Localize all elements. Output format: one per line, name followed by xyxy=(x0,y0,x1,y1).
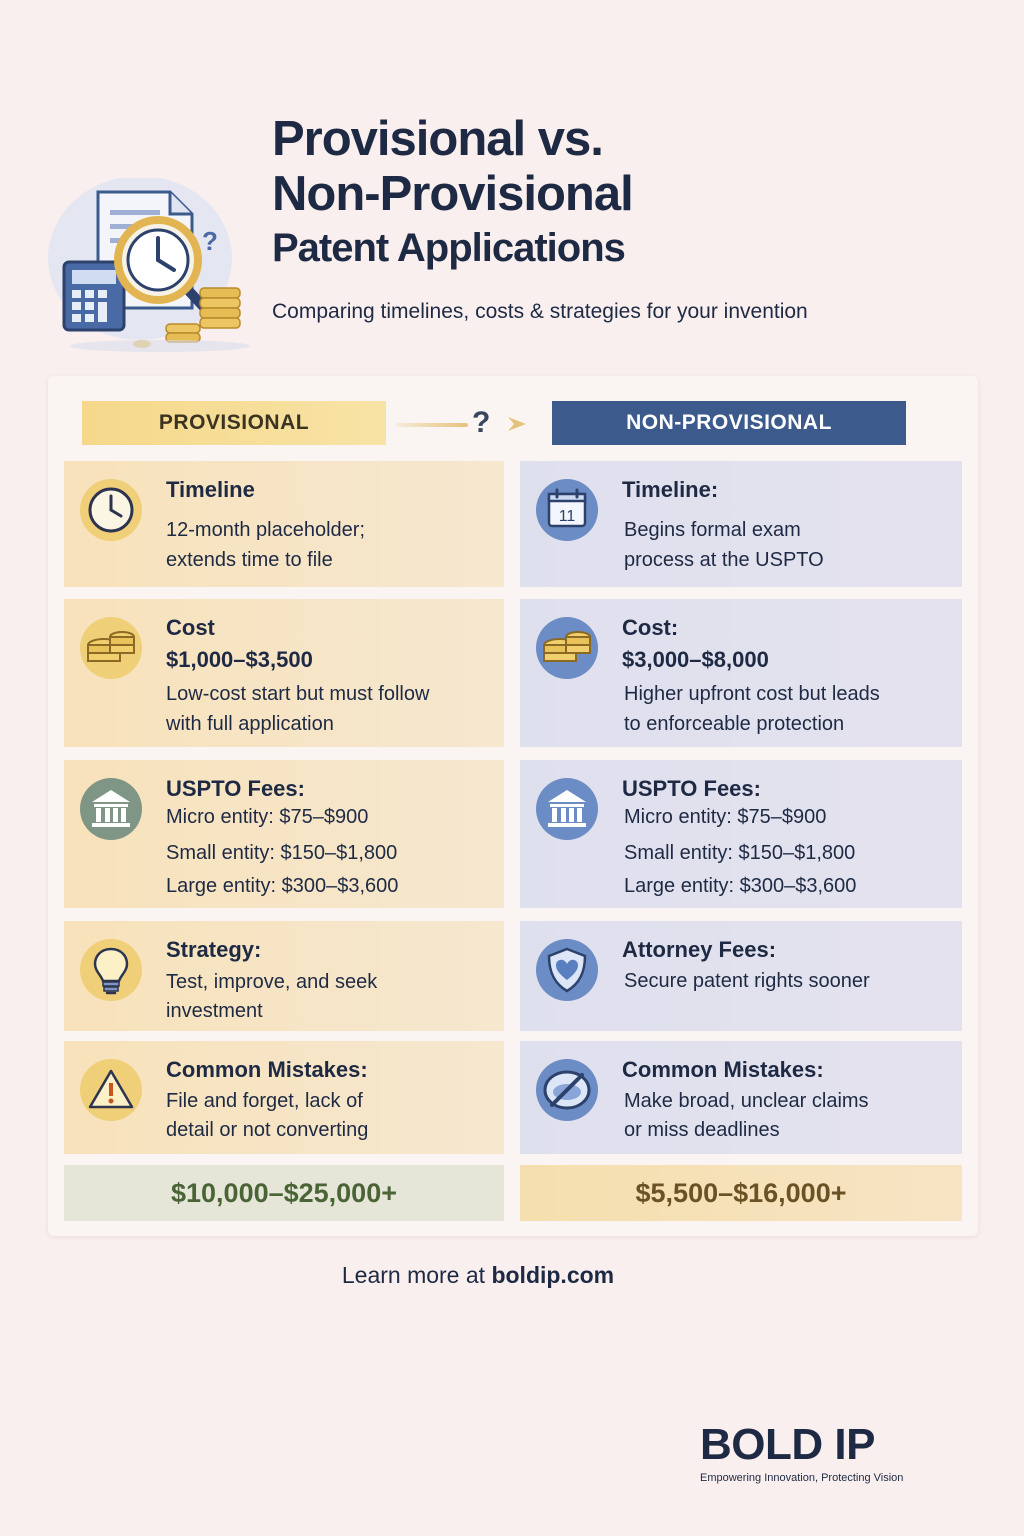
card-text: Low-cost start but must follow xyxy=(166,683,430,705)
calendar-day: 11 xyxy=(558,508,576,525)
card-text: process at the USPTO xyxy=(624,549,824,571)
card-text: 12-month placeholder; xyxy=(166,519,366,541)
warning-icon xyxy=(78,1057,144,1123)
fee-large: Large entity: $300–$3,600 xyxy=(166,875,399,897)
card-title: Cost: xyxy=(622,615,679,640)
arrow-right-icon xyxy=(506,414,528,434)
provisional-strategy-card xyxy=(64,921,504,1031)
non-provisional-fees-card xyxy=(520,760,962,908)
brand-logo xyxy=(700,1420,940,1484)
learn-more-prefix: Learn more at xyxy=(341,1262,486,1288)
coins-icon xyxy=(78,615,144,681)
provisional-total: $10,000–$25,000+ xyxy=(64,1165,504,1221)
title-line-1: Provisional vs. xyxy=(272,112,603,166)
non-provisional-cost-card xyxy=(520,599,962,747)
hero-illustration xyxy=(40,178,265,358)
card-title: Timeline xyxy=(166,477,255,502)
card-title: Common Mistakes: xyxy=(622,1057,824,1082)
card-text: Secure patent rights sooner xyxy=(624,970,870,992)
svg-text:?: ? xyxy=(202,226,218,256)
card-title: Attorney Fees: xyxy=(622,937,777,962)
provisional-fees-card xyxy=(64,760,504,908)
card-title: Cost xyxy=(166,615,215,640)
header-connector xyxy=(392,404,542,444)
card-title: USPTO Fees: xyxy=(166,776,305,801)
card-title: Strategy: xyxy=(166,937,262,962)
non-provisional-attorney-card xyxy=(520,921,962,1031)
fee-micro: Micro entity: $75–$900 xyxy=(166,806,369,828)
card-text: Higher upfront cost but leads xyxy=(624,683,880,705)
lightbulb-icon xyxy=(78,937,144,1003)
fee-large: Large entity: $300–$3,600 xyxy=(624,875,857,897)
card-title: Common Mistakes: xyxy=(166,1057,368,1082)
provisional-mistakes-card xyxy=(64,1041,504,1154)
subtitle: Comparing timelines, costs & strategies for your invention xyxy=(272,300,808,323)
cost-amount: $1,000–$3,500 xyxy=(166,647,313,672)
card-text: Test, improve, and seek xyxy=(166,971,378,993)
provisional-header: PROVISIONAL xyxy=(82,401,386,445)
coins-icon xyxy=(534,615,600,681)
fee-small: Small entity: $150–$1,800 xyxy=(624,842,856,864)
non-provisional-total: $5,500–$16,000+ xyxy=(520,1165,962,1221)
question-mark: ? xyxy=(472,406,491,439)
card-text: Begins formal exam xyxy=(624,519,801,541)
card-title: Timeline: xyxy=(622,477,719,502)
card-text: with full application xyxy=(166,713,334,735)
card-text: to enforceable protection xyxy=(624,713,845,735)
provisional-timeline-card xyxy=(64,461,504,587)
page-title xyxy=(272,112,992,271)
fee-micro: Micro entity: $75–$900 xyxy=(624,806,827,828)
bank-icon xyxy=(78,776,144,842)
calendar-icon xyxy=(534,477,600,543)
card-text: investment xyxy=(166,1000,263,1022)
provisional-cost-card xyxy=(64,599,504,747)
clock-icon xyxy=(78,477,144,543)
card-title: USPTO Fees: xyxy=(622,776,761,801)
calculator-icon xyxy=(64,262,124,330)
title-line-2: Non-Provisional xyxy=(272,166,633,221)
card-text: extends time to file xyxy=(166,549,333,571)
card-text: detail or not converting xyxy=(166,1119,369,1141)
learn-more-text xyxy=(0,1262,956,1289)
non-provisional-timeline-card xyxy=(520,461,962,587)
fee-small: Small entity: $150–$1,800 xyxy=(166,842,398,864)
prohibited-icon xyxy=(534,1057,600,1123)
card-text: or miss deadlines xyxy=(624,1119,780,1141)
website-link[interactable]: boldip.com xyxy=(491,1262,615,1288)
cost-amount: $3,000–$8,000 xyxy=(622,647,769,672)
non-provisional-mistakes-card xyxy=(520,1041,962,1154)
shield-heart-icon xyxy=(534,937,600,1003)
card-text: Make broad, unclear claims xyxy=(624,1090,869,1112)
non-provisional-header: NON-PROVISIONAL xyxy=(552,401,906,445)
card-text: File and forget, lack of xyxy=(166,1090,363,1112)
brand-tagline: Empowering Innovation, Protecting Vision xyxy=(700,1472,904,1484)
connector-line xyxy=(396,423,468,427)
bank-icon xyxy=(534,776,600,842)
brand-name: BOLD IP xyxy=(700,1420,875,1469)
title-line-3: Patent Applications xyxy=(272,225,625,270)
